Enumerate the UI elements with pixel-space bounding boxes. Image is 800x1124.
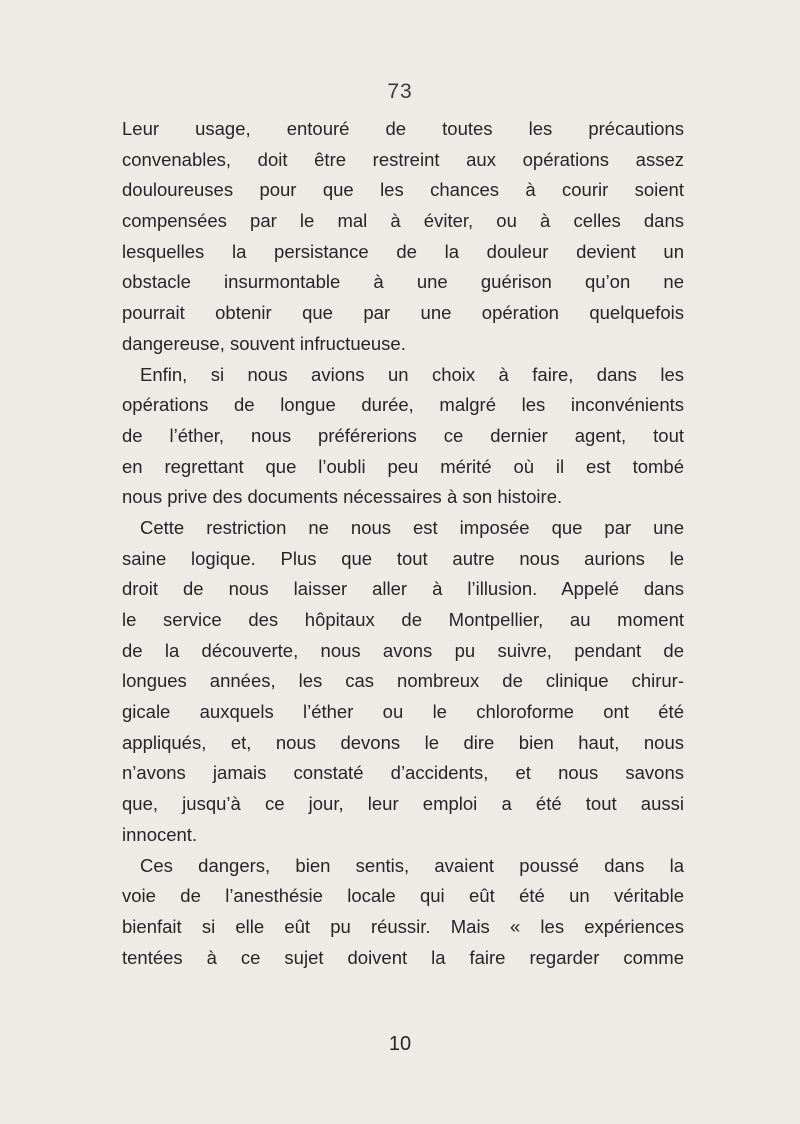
text-line: voie de l’anesthésie locale qui eût été un véritable: [122, 885, 684, 907]
body-text: [122, 114, 684, 973]
text-line: opérations de longue durée, malgré les inconvénients: [122, 394, 684, 416]
text-line: que, jusqu’à ce jour, leur emploi a été tout aussi: [122, 793, 684, 815]
text-line: saine logique. Plus que tout autre nous aurions le: [122, 547, 684, 569]
text-line: obstacle insurmontable à une guérison qu’on ne: [122, 271, 684, 293]
text-line: compensées par le mal à éviter, ou à celles dans: [122, 210, 684, 232]
paragraph-end-line: innocent.: [122, 823, 198, 845]
text-line: douloureuses pour que les chances à courir soient: [122, 179, 684, 201]
paragraph-end-line: dangereuse, souvent infructueuse.: [122, 332, 406, 354]
paragraph-start-line: Cette restriction ne nous est imposée que par une: [140, 516, 684, 538]
text-line: de la découverte, nous avons pu suivre, pendant de: [122, 639, 684, 661]
text-line: n’avons jamais constaté d’accidents, et nous savons: [122, 762, 684, 784]
paragraph-start-line: Ces dangers, bien sentis, avaient poussé dans la: [140, 854, 684, 876]
text-line: lesquelles la persistance de la douleur devient un: [122, 240, 684, 262]
text-line: bienfait si elle eût pu réussir. Mais « les expériences: [122, 915, 684, 937]
page-number: 73: [387, 80, 413, 103]
text-line: de l’éther, nous préférerions ce dernier agent, tout: [122, 424, 684, 446]
paragraph-end-line: nous prive des documents nécessaires à son histoire.: [122, 486, 563, 508]
text-line: appliqués, et, nous devons le dire bien haut, nous: [122, 731, 684, 753]
text-line: le service des hôpitaux de Montpellier, au moment: [122, 609, 684, 630]
paragraph-start-line: Enfin, si nous avions un choix à faire, dans les: [140, 363, 684, 385]
text-line: droit de nous laisser aller à l’illusion. Appelé dans: [122, 578, 684, 600]
text-line: Leur usage, entouré de toutes les précautions: [122, 118, 684, 139]
text-line: en regrettant que l’oubli peu mérité où il est tombé: [122, 455, 684, 477]
text-line: tentées à ce sujet doivent la faire regarder comme: [122, 946, 684, 968]
text-line: convenables, doit être restreint aux opérations assez: [122, 148, 684, 170]
text-line: longues années, les cas nombreux de clinique chirur-: [122, 670, 684, 692]
signature-mark: 10: [388, 1033, 412, 1055]
text-line: gicale auxquels l’éther ou le chloroforme ont été: [122, 701, 684, 723]
text-line: pourrait obtenir que par une opération quelquefois: [122, 302, 684, 324]
